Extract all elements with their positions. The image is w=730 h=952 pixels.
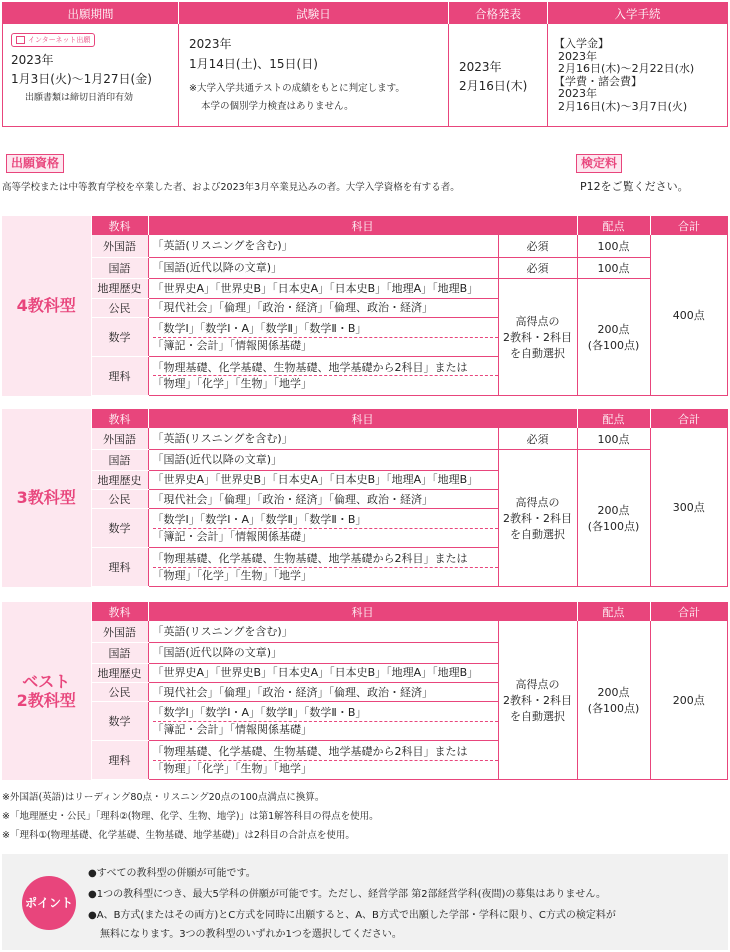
point-item-2: ●1つの教科型につき、最大5学科の併願が可能です。ただし、経営学部 第2部経営学科(夜間)の募集はありません。: [88, 889, 606, 900]
sub-japanese: 「国語(近代以降の文章)」: [148, 257, 498, 279]
cat-foreign: 外国語: [91, 235, 148, 257]
subject-table-4: [2, 216, 728, 396]
cat-sci: 理科: [91, 356, 148, 395]
procedure-l3: 2月16日(木)〜2月22日(水): [558, 62, 695, 75]
exam-year: 2023年: [189, 37, 232, 51]
point-badge: ポイント: [22, 876, 76, 930]
fee-title: 検定料: [576, 154, 622, 173]
procedure-l4: 【学費・諸会費】: [554, 74, 642, 88]
exam-cell: [179, 24, 449, 127]
procedure-cell: [548, 24, 728, 127]
th-score: 配点: [577, 216, 650, 235]
period-range: 1月3日(火)〜1月27日(金): [11, 72, 152, 86]
type-best2-label: ベスト 2教科型: [2, 602, 91, 780]
header-period: 出願期間: [3, 3, 179, 25]
procedure-l5: 2023年: [558, 87, 597, 100]
point-box: [2, 854, 728, 950]
exam-note-2: 本学の個別学力検査はありません。: [201, 101, 354, 112]
cat-math: 数学: [91, 318, 148, 357]
procedure-l6: 2月16日(木)〜3月7日(火): [558, 99, 688, 113]
cat-civics: 公民: [91, 298, 148, 317]
total-4: 400点: [650, 235, 728, 395]
total-best2: 200点: [650, 621, 728, 779]
select-cell: 高得点の 2教科・2科目 を自動選択: [498, 279, 577, 396]
header-procedure: 入学手続: [548, 3, 728, 25]
cat-geo: 地理歴史: [91, 279, 148, 298]
qualification-text: 高等学校または中等教育学校を卒業した者、および2023年3月卒業見込みの者。大学入学資格を有する者。: [2, 182, 460, 193]
required-foreign: 必須: [498, 235, 577, 257]
cat-japanese: 国語: [91, 257, 148, 279]
point-item-3: ●A、B方式(またはその両方)とC方式を同時に出願すると、A、B方式で出願した学部・学科に限り、C方式の検定料が: [88, 910, 616, 921]
subject-table-best2: ベスト 2教科型 教科 科目 配点 合計 外国語 「英語(リスニングを含む)」 高得点の 2教科・2科目 を自動選択 200点 (各100点) 200点 国語 「国語(近代以降の文章)」 地理歴史 「世界史A」「世界史B」「日本史A」「日本史B」「地理A」「地理B」 公民 「現代社会」「倫理」「政治・経済」「倫理、政治・経済」 数学 「数学Ⅰ」「数学Ⅰ・A」「数学Ⅱ」「数学Ⅱ・B」 「簿記・会計」「情報関係基礎」 理科 「物理基礎、化学基礎、生物基礎、地学基礎から2科目」または 「物理」「化学」「生物」「地学」: [2, 602, 728, 780]
header-result: 合格発表: [449, 3, 548, 25]
exam-dates: 1月14日(土)、15日(日): [189, 57, 318, 71]
sub-sci: 「物理基礎、化学基礎、生物基礎、地学基礎から2科目」または 「物理」「化学」「生物」「地学」: [148, 356, 498, 395]
select-score: 200点 (各100点): [577, 279, 650, 396]
procedure-l2: 2023年: [558, 49, 597, 63]
qualification-title: 出願資格: [6, 154, 64, 173]
sub-math: 「数学Ⅰ」「数学Ⅰ・A」「数学Ⅱ」「数学Ⅱ・B」 「簿記・会計」「情報関係基礎」: [148, 318, 498, 357]
note-2: ※「地理歴史・公民」「理科②(物理、化学、生物、地学)」は第1解答科目の得点を使用。: [2, 811, 379, 822]
type-3-label: 3教科型: [2, 409, 91, 587]
note-3: ※「理科①(物理基礎、化学基礎、生物基礎、地学基礎)」は2科目の合計点を使用。: [2, 830, 355, 841]
period-note: 出願書類は締切日消印有効: [25, 93, 134, 103]
subject-table-3: 3教科型 教科 科目 配点 合計 外国語 「英語(リスニングを含む)」 必須 100点 300点 国語 「国語(近代以降の文章)」 高得点の 2教科・2科目 を自動選択 200点 (各100点) 地理歴史 「世界史A」「世界史B」「日本史A」「日本史B」「地理A」「地理B」 公民 「現代社会」「倫理」「政治・経済」「倫理、政治・経済」 数学 「数学Ⅰ」「数学Ⅰ・A」「数学Ⅱ」「数学Ⅱ・B」 「簿記・会計」「情報関係基礎」 理科 「物理基礎、化学基礎、生物基礎、地学基礎から2科目」または 「物理」「化学」「生物」「地学」: [2, 409, 728, 587]
computer-icon: [16, 36, 25, 44]
th-cat: 教科: [91, 216, 148, 235]
type-4-label: 4教科型: [2, 216, 91, 396]
period-year: 2023年: [11, 53, 54, 67]
schedule-table: [2, 2, 728, 127]
th-subject: 科目: [148, 216, 577, 235]
sub-foreign: 「英語(リスニングを含む)」: [148, 235, 498, 257]
required-japanese: 必須: [498, 257, 577, 279]
fee-text: P12をご覧ください。: [580, 180, 689, 193]
total-3: 300点: [650, 428, 728, 586]
period-cell: [3, 24, 179, 127]
result-cell: [449, 24, 548, 127]
internet-badge: インターネット出願: [11, 33, 95, 47]
procedure-l1: 【入学金】: [554, 37, 609, 50]
score-japanese: 100点: [577, 257, 650, 279]
score-foreign: 100点: [577, 235, 650, 257]
note-1: ※外国語(英語)はリーディング80点・リスニング20点の100点満点に換算。: [2, 792, 325, 803]
th-total: 合計: [650, 216, 728, 235]
point-item-1: ●すべての教科型の併願が可能です。: [88, 868, 256, 879]
sub-geo: 「世界史A」「世界史B」「日本史A」「日本史B」「地理A」「地理B」: [148, 279, 498, 298]
result-year: 2023年: [459, 60, 502, 74]
point-item-4: 無料になります。3つの教科型のいずれか1つを選択してください。: [100, 929, 402, 940]
result-date: 2月16日(木): [459, 79, 528, 93]
exam-note-1: ※大学入学共通テストの成績をもとに判定します。: [189, 83, 405, 94]
header-exam: 試験日: [179, 3, 449, 25]
sub-civics: 「現代社会」「倫理」「政治・経済」「倫理、政治・経済」: [148, 298, 498, 317]
